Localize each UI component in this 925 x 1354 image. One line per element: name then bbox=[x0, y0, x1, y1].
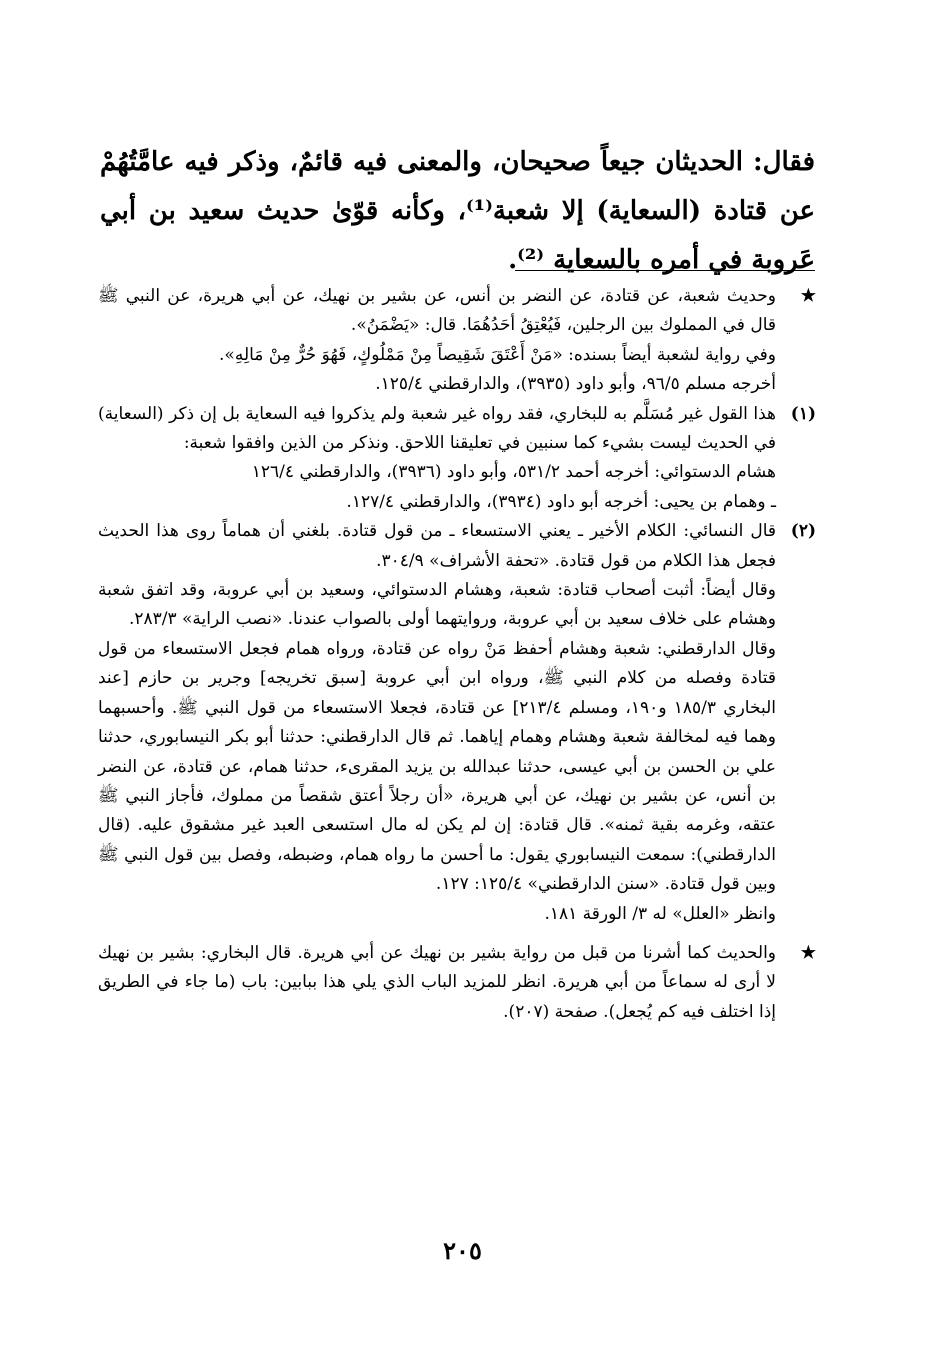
footnote-line: وانظر «العلل» له ٣/ الورقة ١٨١. bbox=[544, 903, 776, 924]
footnote-marker: ★ bbox=[800, 286, 816, 306]
main-paragraph: فقال: الحديثان جيعاً صحيحان، والمعنى فيه قائمٌ، وذكر فيه عامَّتُهُمْ عن قتادة (السعاية) إلا شعبة⁽¹⁾، وكأنه قوّىٰ حديث سعيد بن أبي عَروبة في أمره بالسعاية ⁽²⁾. bbox=[100, 147, 816, 275]
footnote-star-2 bbox=[98, 939, 816, 1027]
footnote-line: والحديث كما أشرنا من قبل من رواية بشير بن نهيك عن أبي هريرة. قال البخاري: بشير بن نهيك لا أرى له سماعاً من أبي هريرة. انظر للمزيد الباب الذي يلي هذا ببابين: باب (ما جاء في الطريق إذا اختلف فيه كم يُجعل). صفحة (٢٠٧). bbox=[98, 942, 776, 1022]
main-text bbox=[100, 138, 815, 285]
footnote-marker: ★ bbox=[800, 942, 816, 963]
footnote-line: وحديث شعبة، عن قتادة، عن النضر بن أنس، عن بشير بن نهيك، عن أبي هريرة، عن النبي ﷺ قال في المملوك بين الرجلين، فَيُعْتِقُ أحَدُهُمَا. قال: «يَضْمَنُ». bbox=[98, 286, 776, 336]
footnote-marker: (٢) bbox=[790, 521, 816, 542]
page-number: ٢٠٥ bbox=[443, 1236, 482, 1265]
footnote-line: أخرجه مسلم ٩٦/٥، وأبو داود (٣٩٣٥)، والدارقطني ١٢٥/٤. bbox=[375, 374, 776, 395]
footnotes bbox=[98, 278, 816, 1027]
footnote-star-1 bbox=[98, 282, 816, 400]
footnote-line: قال النسائي: الكلام الأخير ـ يعني الاستسعاء ـ من قول قتادة. بلغني أن هماماً روى هذا الحديث فجعل هذا الكلام من قول قتادة. «تحفة الأشراف» ٣٠٤/٩. bbox=[98, 521, 776, 571]
footnote-line: هذا القول غير مُسَلَّم به للبخاري، فقد رواه غير شعبة ولم يذكروا فيه السعاية بل إن ذكر (السعاية) في الحديث ليست بشيء كما سنبين في تعليقنا اللاحق. ونذكر من الذين وافقوا شعبة: bbox=[98, 403, 776, 454]
footnote-line: ـ وهمام بن يحيى: أخرجه أبو داود (٣٩٣٤)، والدارقطني ١٢٧/٤. bbox=[346, 491, 776, 512]
footnote-separator bbox=[515, 270, 815, 271]
footnote-1 bbox=[98, 400, 816, 518]
footnote-marker: (١) bbox=[790, 403, 816, 424]
footnote-line: وقال أيضاً: أثبت أصحاب قتادة: شعبة، وهشام الدستوائي، وسعيد بن أبي عروبة، وقد اتفق شعبة وهشام على خلاف سعيد بن أبي عروبة، وروايتهما أولى بالصواب عندنا. «نصب الراية» ٢٨٣/٣. bbox=[98, 580, 776, 630]
footnote-line: وفي رواية لشعبة أيضاً بسنده: «مَنْ أَعْتَقَ شَقِيصاً مِنْ مَمْلُوكٍ، فَهُوَ حُرٌّ مِنْ مَالِهِ». bbox=[219, 344, 776, 365]
footnote-line: هشام الدستوائي: أخرجه أحمد ٥٣١/٢، وأبو داود (٣٩٣٦)، والدارقطني ١٢٦/٤ bbox=[251, 462, 776, 483]
footnote-line: وقال الدارقطني: شعبة وهشام أحفظ مَنْ رواه عن قتادة، ورواه همام فجعل الاستسعاء من قول قتادة وفصله من كلام النبي ﷺ، ورواه ابن أبي عروبة [سبق تخريجه] وجرير بن حازم [عند البخاري ١٨٥/٣ و١٩٠، ومسلم ٢١٣/٤] عن قتادة، فجعلا الاستسعاء من قول النبي ﷺ. وأحسبهما وهما فيه لمخالفة شعبة وهشام وهمام إياهما. ثم قال الدارقطني: حدثنا أبو بكر النيسابوري، حدثنا علي بن الحسن بن أبي عيسى، حدثنا عبدالله بن يزيد المقرىء، حدثنا همام، عن قتادة، عن النضر بن أنس، عن بشير بن نهيك، عن أبي هريرة، «أن رجلاً أعتق شقصاً من مملوك، فأجاز النبي ﷺ عتقه، وغرمه بقية ثمنه». قال قتادة: إن لم يكن له مال استسعى العبد غير مشقوق عليه. (قال الدارقطني): سمعت النيسابوري يقول: ما أحسن ما رواه همام، وضبطه، وفصل بين قول النبي ﷺ وبين قول قتادة. «سنن الدارقطني» ١٢٥/٤: ١٢٧. bbox=[98, 638, 776, 895]
footnote-2 bbox=[98, 517, 816, 929]
